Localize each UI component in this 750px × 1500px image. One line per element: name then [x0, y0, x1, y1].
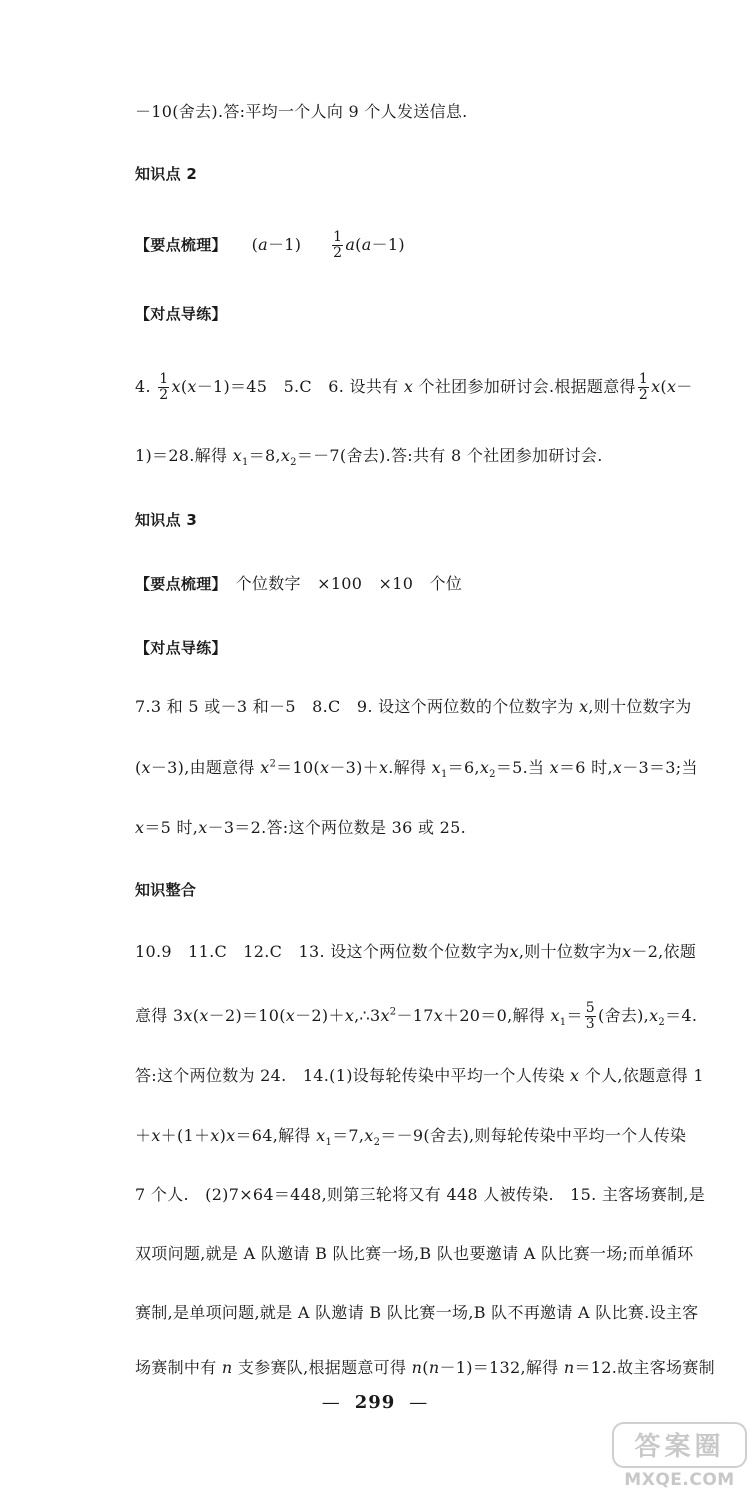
text-line-4: 4. $\frac{1}{2}$ x(x－1)＝45 5.C 6. 设共有 x 个社团参加研讨会.根据题意得 $\frac{1}{2}$ x(x－ [135, 371, 693, 403]
text-line-7b: (x－3),由题意得 $x^2=10(x-3)+x$.解得 $x_1=6,x_2=5$.当 x＝6 时,x－3＝3;当 [135, 758, 698, 781]
text-line-4b: 1)＝28.解得 $x_1=8,x_2=-7$(舍去).答:共有 8 个社团参加研讨会. [135, 446, 603, 469]
section-heading-2: 知识点 2 [135, 165, 198, 183]
fraction: $\frac{1}{2}$ [333, 229, 343, 261]
text-line-10e: 7 个人. (2)7×64＝448,则第三轮将又有 448 人被传染. 15. 主客场赛制,是 [135, 1185, 706, 1204]
key-points-label: 【要点梳理】 [135, 236, 227, 254]
text-line-10: 10.9 11.C 12.C 13. 设这个两位数个位数字为x,则十位数字为x－2,依题 [135, 942, 697, 961]
text-line-7: 7.3 和 5 或－3 和－5 8.C 9. 设这个两位数的个位数字为 x,则十位数字为 [135, 697, 692, 716]
watermark-url: MXQE.COM [624, 1470, 735, 1490]
text-line-10b: 意得 $3x(x-2)=10(x-2)+x,\therefore 3x^2-17x+20=0$,解得 $x_1=$ $\frac{5}{3}$ (舍去)$,x_2=4$. [135, 1000, 698, 1032]
text-line-10d: ＋x＋(1＋x)x＝64,解得 $x_1=7,x_2=-9$(舍去),则每轮传染中平均一个人传染 [135, 1126, 687, 1149]
section-heading-3: 知识点 3 [135, 511, 198, 529]
fraction: $\frac{1}{2}$ [638, 371, 649, 403]
page-number: — 299 — [321, 1392, 429, 1413]
fraction: $\frac{1}{2}$ [159, 371, 169, 403]
fraction: $\frac{5}{3}$ [585, 1000, 595, 1032]
text-line-1: －10(舍去).答:平均一个人向 9 个人发送信息. [135, 102, 468, 121]
key-points-3: 【要点梳理】 个位数字 ×100 ×10 个位 [135, 574, 463, 593]
text-line-10f: 双项问题,就是 A 队邀请 B 队比赛一场,B 队也要邀请 A 队比赛一场;而单循环 [135, 1244, 694, 1263]
key-points-label: 【要点梳理】 [135, 575, 220, 593]
text-line-10c: 答:这个两位数为 24. 14.(1)设每轮传染中平均一个人传染 x 个人,依题意得 1 [135, 1066, 704, 1085]
text-line-10g: 赛制,是单项问题,就是 A 队邀请 B 队比赛一场,B 队不再邀请 A 队比赛.设主客 [135, 1303, 699, 1322]
section-heading-4: 知识整合 [135, 881, 197, 899]
guide-label-2: 【对点导练】 [135, 305, 227, 323]
key-points-2: 【要点梳理】 (a－1) $\frac{1}{2}$ a(a－1) [135, 229, 405, 261]
guide-label-3: 【对点导练】 [135, 639, 227, 657]
watermark [612, 1422, 747, 1494]
watermark-logo: 答案圈 [612, 1422, 747, 1468]
text-line-10h: 场赛制中有 n 支参赛队,根据题意可得 n(n－1)＝132,解得 n＝12.故主客场赛制 [135, 1358, 715, 1377]
text-line-7c: x＝5 时,x－3＝2.答:这个两位数是 36 或 25. [135, 818, 467, 837]
